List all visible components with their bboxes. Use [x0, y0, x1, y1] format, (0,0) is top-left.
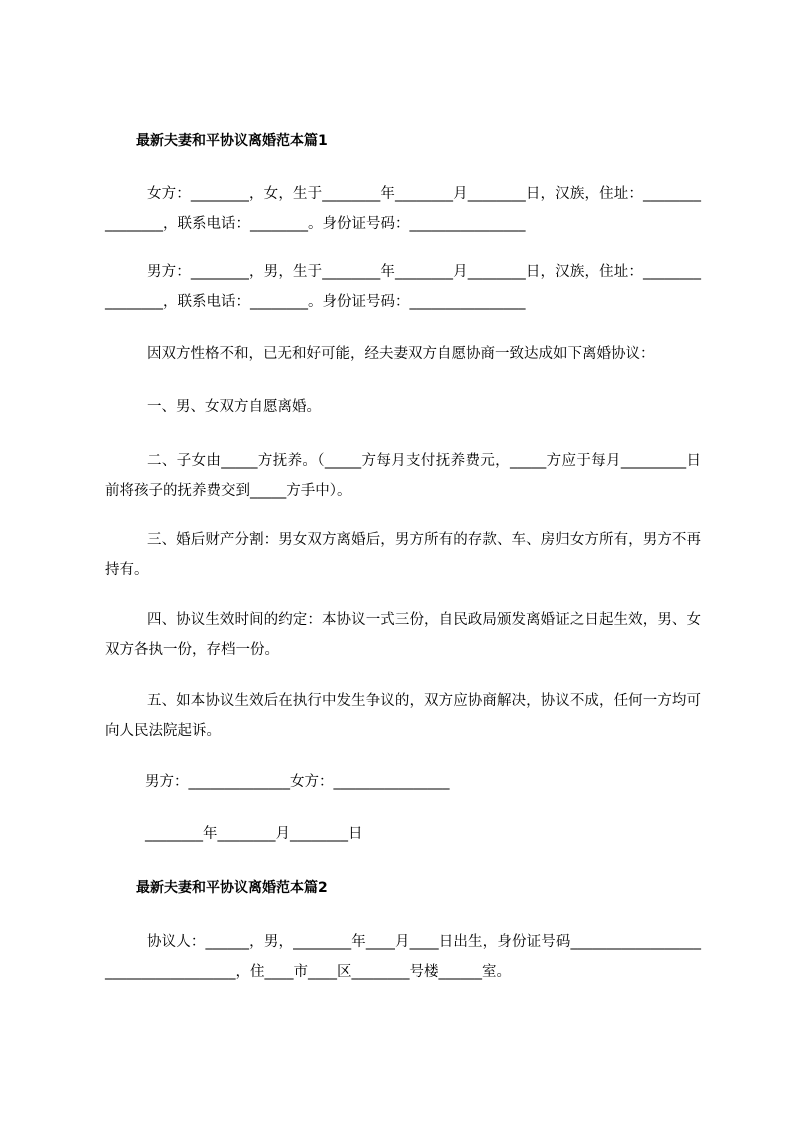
- section-2-title: 最新夫妻和平协议离婚范本篇2: [136, 880, 328, 896]
- female-party-info: 女方：________，女，生于________年________月________日，汉族，住址：________________，联系电话：________。身份证号码：________________: [105, 186, 701, 232]
- clause-3-property-division: 三、婚后财产分割：男女双方离婚后，男方所有的存款、车、房归女方所有，男方不再持有。: [105, 532, 701, 578]
- date-line: ________年________月________日: [145, 826, 363, 842]
- clause-5-dispute-resolution: 五、如本协议生效后在执行中发生争议的，双方应协商解决，协议不成，任何一方均可向人民法院起诉。: [105, 693, 701, 739]
- clause-1: 一、男、女双方自愿离婚。: [147, 399, 321, 415]
- party-info-section-2: 协议人：______，男，________年____月____日出生，身份证号码____________________________________，住____市____区________号楼______室。: [105, 934, 701, 980]
- section-1-title: 最新夫妻和平协议离婚范本篇1: [136, 133, 328, 149]
- clause-4-effective-date: 四、协议生效时间的约定：本协议一式三份，自民政局颁发离婚证之日起生效，男、女双方各执一份，存档一份。: [105, 612, 701, 658]
- clause-2-child-custody: 二、子女由_____方抚养。（_____方每月支付抚养费元，_____方应于每月_________日前将孩子的抚养费交到_____方手中）。: [105, 453, 701, 499]
- signature-line: 男方：______________女方：________________: [145, 774, 450, 790]
- male-party-info: 男方：________，男，生于________年________月________日，汉族，住址：________________，联系电话：________。身份证号码：________________: [105, 264, 701, 310]
- divorce-reason-paragraph: 因双方性格不和，已无和好可能，经夫妻双方自愿协商一致达成如下离婚协议：: [147, 346, 655, 362]
